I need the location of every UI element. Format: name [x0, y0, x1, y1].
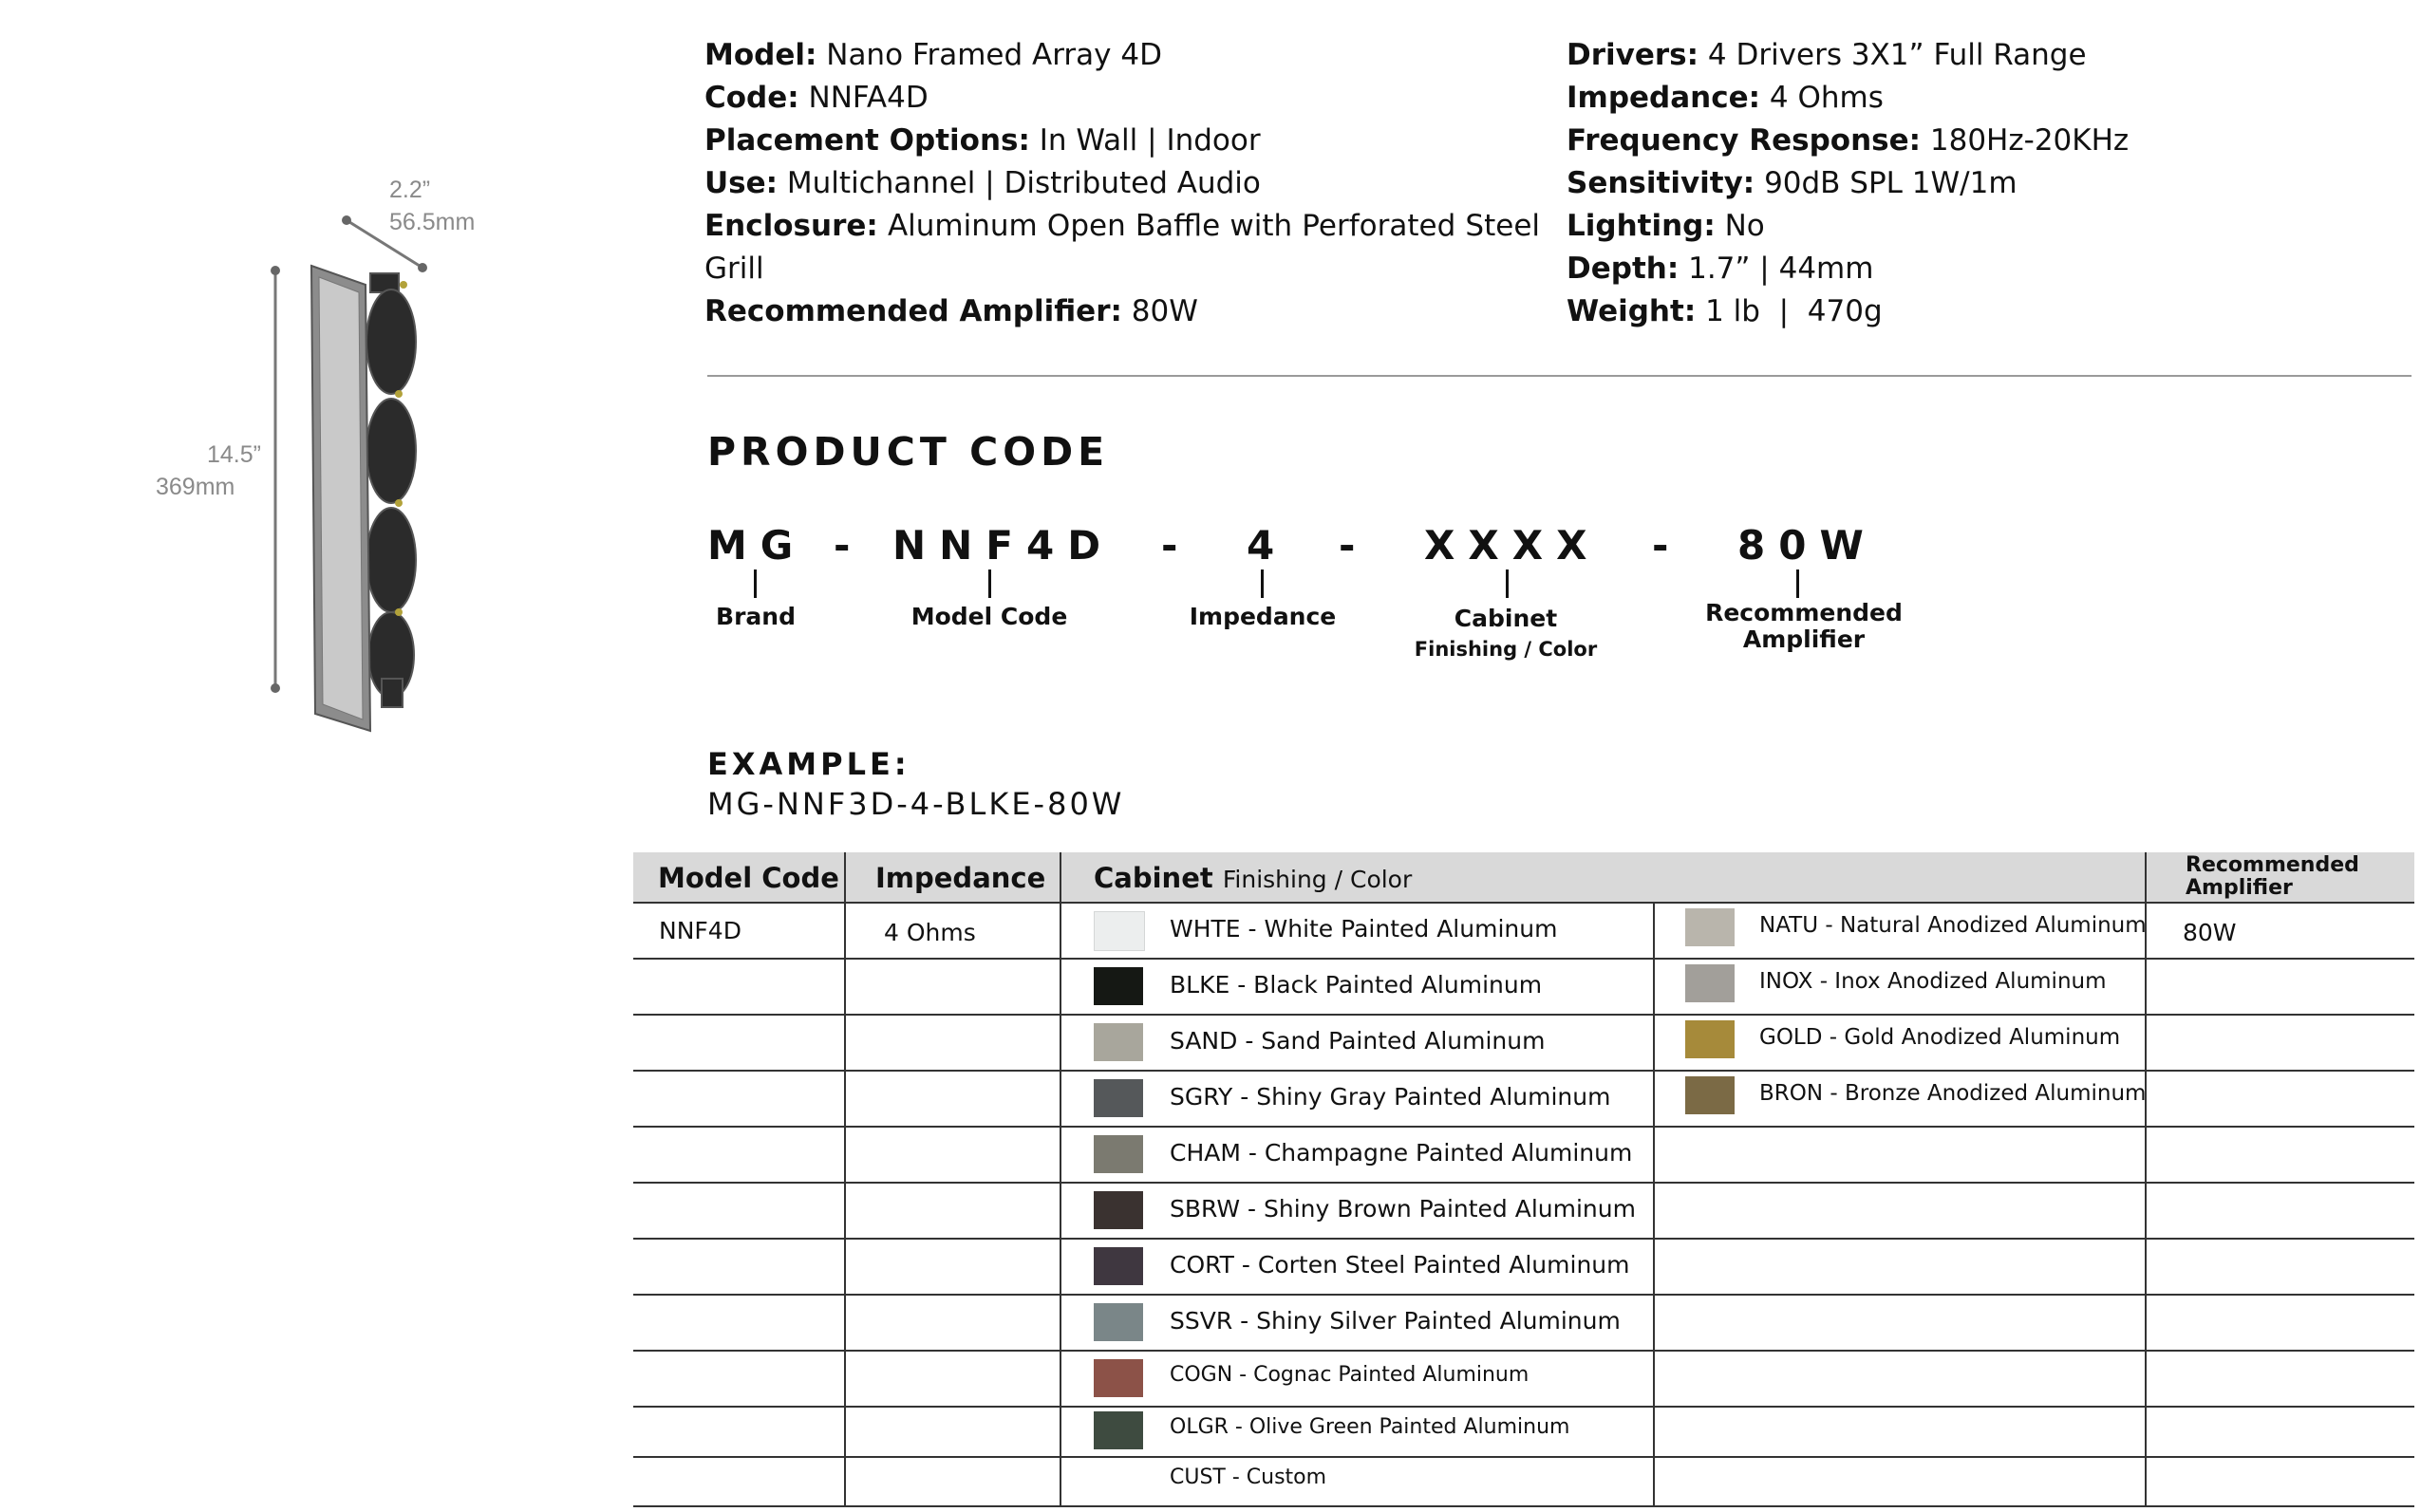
finish-swatch — [1685, 964, 1735, 1002]
table-col-divider — [844, 852, 846, 1507]
finish-label: SGRY - Shiny Gray Painted Aluminum — [1170, 1083, 1611, 1111]
spec-placement: Placement Options: In Wall | Indoor — [704, 123, 1261, 158]
table-row-divider — [633, 1014, 2414, 1016]
finish-label: WHTE - White Painted Aluminum — [1170, 915, 1558, 943]
code-part-impedance: 4 — [1247, 522, 1288, 569]
depth-inches: 2.2” — [389, 177, 431, 203]
spec-list-left — [704, 34, 1540, 333]
spec-impedance: Impedance: 4 Ohms — [1567, 81, 1884, 115]
table-row-divider — [633, 1406, 2414, 1408]
speaker-grill — [319, 277, 363, 719]
code-tick — [1261, 569, 1264, 598]
table-row-divider — [633, 902, 2414, 904]
height-inches: 14.5” — [207, 441, 261, 468]
cell-impedance: 4 Ohms — [884, 919, 976, 946]
table-col-divider — [1653, 902, 1655, 1507]
code-label-cabinet: Cabinet — [1454, 605, 1558, 632]
finish-swatch — [1685, 1020, 1735, 1058]
table-row-divider — [633, 1182, 2414, 1184]
code-part-amplifier: 80W — [1737, 522, 1877, 569]
finish-swatch — [1094, 1247, 1143, 1285]
finish-label: GOLD - Gold Anodized Aluminum — [1759, 1025, 2121, 1050]
spec-list-right — [1567, 34, 2383, 333]
code-dash: - — [834, 522, 851, 569]
table-row-divider — [633, 1350, 2414, 1352]
code-part-model: NNF4D — [892, 522, 1115, 569]
code-label-impedance: Impedance — [1189, 603, 1337, 630]
finish-label: BRON - Bronze Anodized Aluminum — [1759, 1081, 2147, 1106]
code-label-model: Model Code — [910, 603, 1068, 630]
depth-mm: 56.5mm — [389, 209, 476, 235]
table-row-divider — [633, 1070, 2414, 1072]
finish-label: SSVR - Shiny Silver Painted Aluminum — [1170, 1307, 1621, 1335]
spec-use: Use: Multichannel | Distributed Audio — [704, 166, 1261, 200]
code-part-cabinet: XXXX — [1424, 522, 1601, 569]
finish-swatch — [1094, 1079, 1143, 1117]
finish-label: OLGR - Olive Green Painted Aluminum — [1170, 1415, 1570, 1439]
code-label-brand: Brand — [716, 603, 796, 630]
code-tick — [1506, 569, 1509, 598]
table-row-divider — [633, 1456, 2414, 1458]
spec-weight: Weight: 1 lb | 470g — [1567, 294, 1883, 328]
table-row-divider — [633, 1238, 2414, 1240]
height-mm: 369mm — [156, 474, 235, 500]
code-dash: - — [1161, 522, 1178, 569]
header-amp-line1: Recommended — [2186, 853, 2359, 877]
spec-lighting: Lighting: No — [1567, 209, 1765, 243]
finish-swatch — [1094, 1303, 1143, 1341]
cell-amplifier: 80W — [2183, 919, 2237, 946]
header-model-code: Model Code — [658, 862, 839, 894]
spec-drivers: Drivers: 4 Drivers 3X1” Full Range — [1567, 38, 2087, 72]
finish-label: COGN - Cognac Painted Aluminum — [1170, 1363, 1530, 1387]
finish-swatch — [1094, 967, 1143, 1005]
finish-label: SBRW - Shiny Brown Painted Aluminum — [1170, 1195, 1636, 1223]
finish-swatch — [1094, 1411, 1143, 1449]
finish-label: BLKE - Black Painted Aluminum — [1170, 971, 1543, 999]
driver-backs — [366, 273, 416, 707]
speaker-drawing — [142, 161, 522, 769]
table-col-divider — [2145, 852, 2147, 1507]
finish-swatch — [1094, 1191, 1143, 1229]
finish-swatch — [1094, 1359, 1143, 1397]
table-row-divider — [633, 1294, 2414, 1296]
spec-code: Code: NNFA4D — [704, 81, 929, 115]
spec-amplifier: Recommended Amplifier: 80W — [704, 294, 1198, 328]
code-tick — [988, 569, 991, 598]
finish-label: CHAM - Champagne Painted Aluminum — [1170, 1139, 1633, 1167]
finish-label: CORT - Corten Steel Painted Aluminum — [1170, 1251, 1630, 1279]
section-divider — [707, 375, 2412, 377]
spec-sensitivity: Sensitivity: 90dB SPL 1W/1m — [1567, 166, 2018, 200]
spec-enclosure: Enclosure: Aluminum Open Baffle with Perforated Steel Grill — [704, 209, 1541, 286]
finish-swatch — [1685, 908, 1735, 946]
finish-swatch — [1094, 1023, 1143, 1061]
spec-depth: Depth: 1.7” | 44mm — [1567, 252, 1874, 286]
spec-model: Model: Nano Framed Array 4D — [704, 38, 1162, 72]
table-row-divider — [633, 1505, 2414, 1507]
table-row-divider — [633, 958, 2414, 960]
finish-label: CUST - Custom — [1170, 1465, 1327, 1489]
code-tick — [1796, 569, 1799, 598]
example-code: MG-NNF3D-4-BLKE-80W — [707, 786, 1125, 822]
code-dash: - — [1652, 522, 1669, 569]
cell-model-code: NNF4D — [659, 917, 741, 944]
table-row-divider — [633, 1126, 2414, 1128]
table-col-divider — [1060, 852, 1061, 1507]
finish-swatch — [1094, 911, 1145, 951]
header-cabinet: Cabinet Finishing / Color — [1094, 862, 1413, 894]
code-tick — [754, 569, 757, 598]
example-heading: EXAMPLE: — [707, 746, 910, 782]
finish-table — [633, 852, 2414, 1507]
header-impedance: Impedance — [875, 862, 1046, 894]
code-label-amp-line2: Amplifier — [1742, 625, 1866, 653]
product-figure — [142, 161, 522, 769]
finish-label: NATU - Natural Anodized Aluminum — [1759, 913, 2147, 938]
finish-label: INOX - Inox Anodized Aluminum — [1759, 969, 2107, 994]
finish-swatch — [1094, 1135, 1143, 1173]
finish-swatch — [1685, 1076, 1735, 1114]
code-part-brand: MG — [707, 522, 807, 569]
finish-label: SAND - Sand Painted Aluminum — [1170, 1027, 1546, 1055]
spec-frequency: Frequency Response: 180Hz-20KHz — [1567, 123, 2130, 158]
code-label-cabinet-sub: Finishing / Color — [1414, 638, 1598, 661]
product-code-heading: PRODUCT CODE — [707, 429, 1110, 475]
header-amp-line2: Amplifier — [2186, 876, 2293, 900]
code-label-amp-line1: Recommended — [1705, 599, 1903, 626]
code-dash: - — [1339, 522, 1356, 569]
